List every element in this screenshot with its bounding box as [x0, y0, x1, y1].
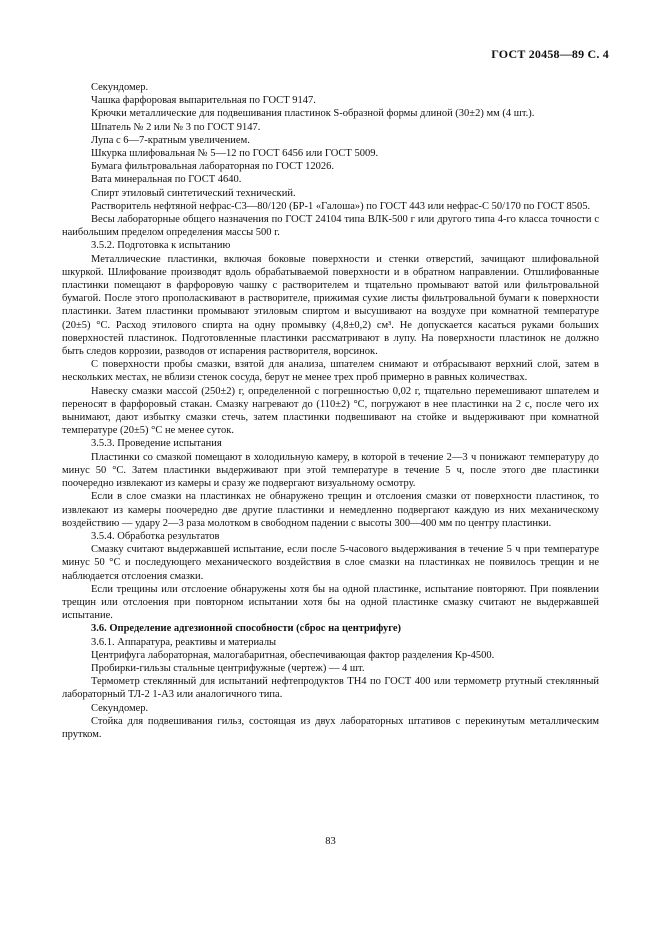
page-header: ГОСТ 20458—89 С. 4 [491, 47, 609, 61]
paragraph: Пробирки-гильзы стальные центрифужные (чертеж) — 4 шт. [91, 662, 365, 674]
section-heading: 3.6.1. Аппаратура, реактивы и материалы [91, 636, 277, 648]
paragraph: Крючки металлические для подвешивания пластинок S-образной формы длиной (30±2) мм (4 шт.). [91, 108, 535, 120]
page-number: 83 [325, 836, 336, 847]
paragraph: Весы лабораторные общего назначения по ГОСТ 24104 типа ВЛК-500 г или другого типа 4-го класса точности с наибольшим пределом определения массы 500 г. [62, 214, 599, 239]
document-body [62, 81, 599, 741]
paragraph: Смазку считают выдержавшей испытание, если после 5-часового выдерживания в течение 5 ч при температуре минус 50 °С и последующего механического воздействия в слое смазки на пластинках не появилось трещин и не наблюдается отслоения смазки. [62, 544, 599, 582]
paragraph: Чашка фарфоровая выпарительная по ГОСТ 9147. [91, 95, 316, 107]
paragraph: Пластинки со смазкой помещают в холодильную камеру, в которой в течение 2—3 ч понижают температуру до минус 50 °С. Затем пластинки выдерживают при этой температуре в течение 5 ч, после этого две пластинки поочередно извлекают из камеры и сразу же подвергают визуальному осмотру. [62, 451, 599, 490]
paragraph: Бумага фильтровальная лабораторная по ГОСТ 12026. [91, 161, 335, 173]
section-heading: 3.5.3. Проведение испытания [91, 438, 222, 450]
section-heading: 3.5.2. Подготовка к испытанию [91, 240, 231, 252]
paragraph: Центрифуга лабораторная, малогабаритная, обеспечивающая фактор разделения Кр-4500. [91, 649, 495, 661]
paragraph: Термометр стеклянный для испытаний нефтепродуктов ТН4 по ГОСТ 400 или термометр ртутный стеклянный лабораторный ТЛ-2 1-А3 или аналогичного типа. [62, 676, 599, 701]
paragraph: Стойка для подвешивания гильз, состоящая из двух лабораторных штативов с перекинутым металлическим прутком. [62, 715, 599, 740]
paragraph: С поверхности пробы смазки, взятой для анализа, шпателем снимают и отбрасывают верхний слой, затем в нескольких местах, не вблизи стенок сосуда, берут не менее трех проб примерно в равных количествах. [62, 359, 599, 384]
section-heading-bold: 3.6. Определение адгезионной способности (сброс на центрифуге) [91, 623, 401, 635]
paragraph: Навеску смазки массой (250±2) г, определенной с погрешностью 0,02 г, тщательно перемешивают шпателем и переносят в фарфоровый стакан. Смазку нагревают до (110±2) °С, погружают в нее пластинки на 2 с, после чего их вынимают, дают избытку смазки стечь, затем пластинки подвешивают на стойке и выдерживают при комнатной температуре (20±5) °С не менее суток. [62, 385, 599, 437]
paragraph: Вата минеральная по ГОСТ 4640. [91, 174, 242, 186]
paragraph: Лупа с 6—7-кратным увеличением. [91, 134, 250, 146]
paragraph: Металлические пластинки, включая боковые поверхности и стенки отверстий, зачищают шлифовальной шкуркой. Шлифование производят вдоль обрабатываемой поверхности и в обратном направлении. Отшлифованные пластинки помещают в фарфоровую чашку с растворителем и тщательно промывают ватой или фильтровальной бумагой. После этого прополаскивают в растворителе, прижимая сухие листы фильтровальной бумаги к поверхности пластинки. Затем пластинки промывают этиловым спиртом и высушивают на воздухе при комнатной температуре (20±5) °С. Расход этилового спирта на одну промывку (4,8±0,2) см³. Не допускается касаться руками больших поверхностей пластинок. Подготовленные пластинки рассматривают в лупу. На поверхности пластинок не должно быть следов коррозии, разводов от испарения растворителя, ворсинок. [62, 253, 599, 358]
paragraph: Шкурка шлифовальная № 5—12 по ГОСТ 6456 или ГОСТ 5009. [91, 148, 379, 160]
section-heading: 3.5.4. Обработка результатов [91, 530, 220, 542]
paragraph: Секундомер. [91, 82, 149, 93]
paragraph: Спирт этиловый синтетический технический. [91, 187, 296, 199]
paragraph: Если трещины или отслоение обнаружены хотя бы на одной пластинке, испытание повторяют. При появлении трещин или отслоения при повторном испытании хотя бы на одной пластинке смазку считают не выдержавшей испытание. [62, 583, 599, 622]
paragraph: Если в слое смазки на пластинках не обнаружено трещин и отслоения смазки от поверхности пластинок, то извлекают из камеры поочередно две другие пластинки и немедленно подвергают каждую из них механическому воздействию — удару 2—3 раза молотком в свободном падении с высоты 300—400 мм по центру пластинки. [62, 491, 599, 529]
paragraph: Растворитель нефтяной нефрас-С3—80/120 (БР-1 «Галоша») по ГОСТ 443 или нефрас-С 50/170 по ГОСТ 8505. [91, 200, 591, 212]
paragraph: Шпатель № 2 или № 3 по ГОСТ 9147. [91, 121, 261, 133]
paragraph: Секундомер. [91, 702, 149, 714]
